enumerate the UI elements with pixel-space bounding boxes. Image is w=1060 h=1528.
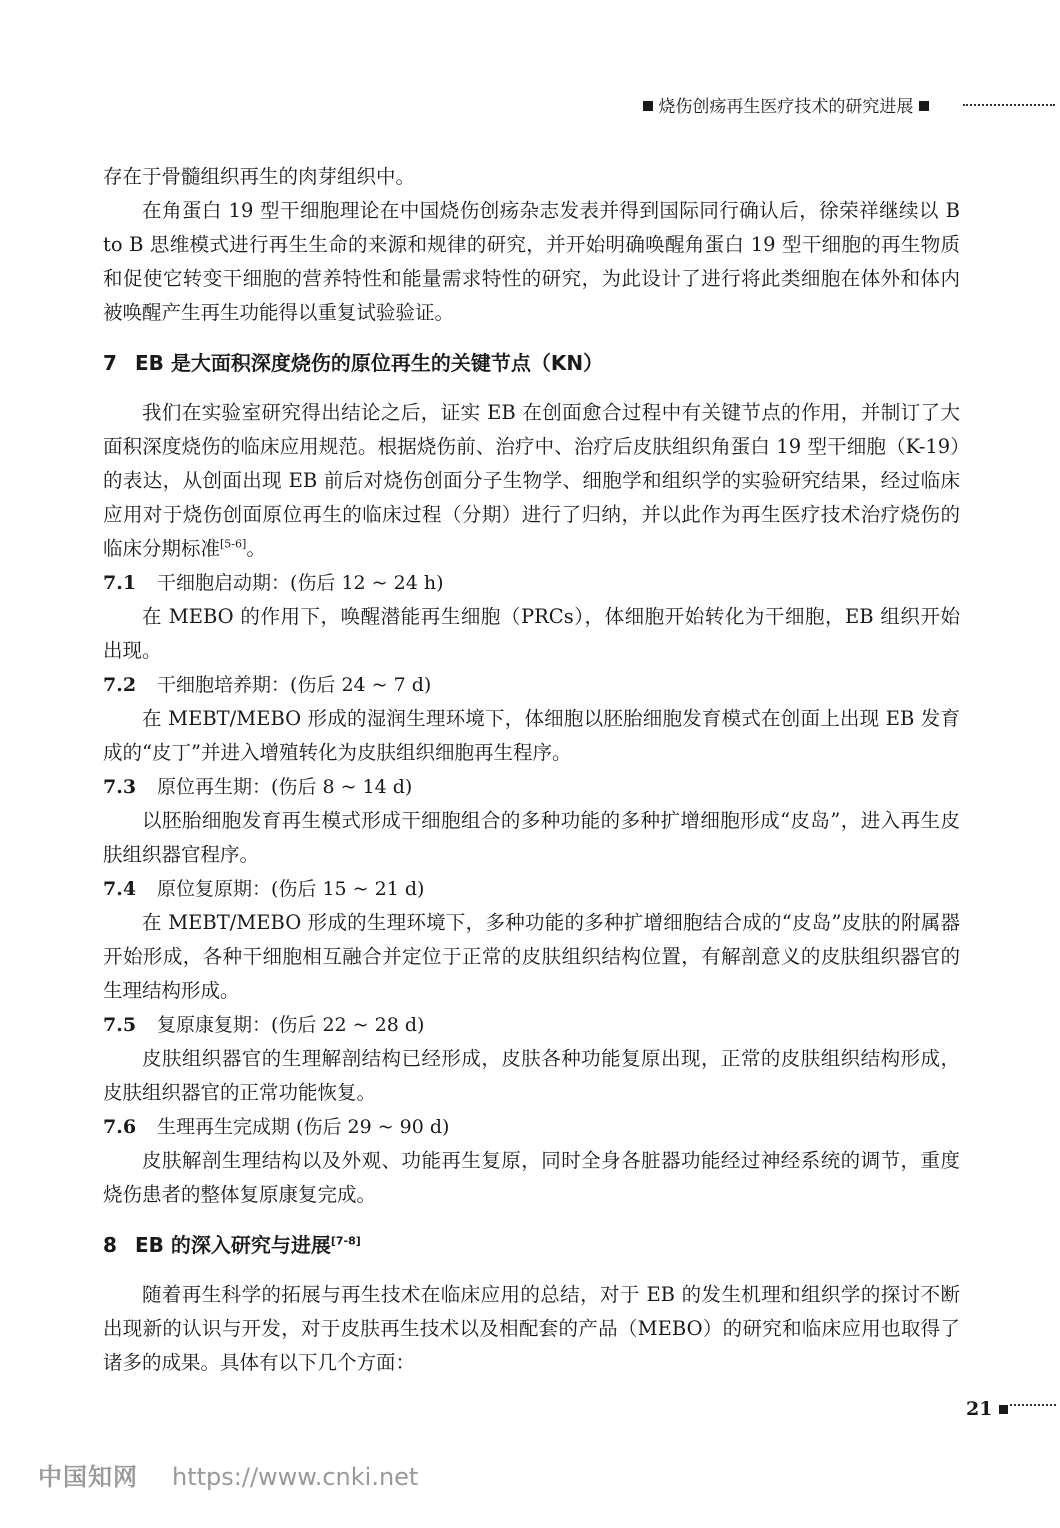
section-heading-7 — [103, 346, 960, 380]
paragraph: 皮肤组织器官的生理解剖结构已经形成，皮肤各种功能复原出现，正常的皮肤组织结构形成，皮肤组织器官的正常功能恢复。 — [103, 1047, 960, 1104]
subsection-title: 生理再生完成期 (伤后 29 ~ 90 d) — [157, 1116, 450, 1138]
citation-ref: [7-8] — [330, 1234, 361, 1248]
subsection-number: 7.5 — [103, 1014, 137, 1036]
subsection-heading-7-5 — [103, 1008, 960, 1042]
paragraph: 在 MEBT/MEBO 形成的湿润生理环境下，体细胞以胚胎细胞发育模式在创面上出现 EB 发育成的“皮丁”并进入增殖转化为皮肤组织细胞再生程序。 — [103, 707, 960, 764]
subsection-heading-7-4 — [103, 872, 960, 906]
page-number-text: 21 — [966, 1398, 993, 1420]
section-title: EB 是大面积深度烧伤的原位再生的关键节点（KN） — [135, 351, 604, 375]
subsection-title: 干细胞启动期：(伤后 12 ~ 24 h) — [157, 572, 444, 594]
section-title: EB 的深入研究与进展 — [135, 1233, 331, 1257]
dotted-rule — [963, 104, 1055, 106]
paragraph: 随着再生科学的拓展与再生技术在临床应用的总结，对于 EB 的发生机理和组织学的探讨不断出现新的认识与开发，对于皮肤再生技术以及相配套的产品（MEBO）的研究和临床应用也取得了诸多的成果。具体有以下几个方面： — [103, 1283, 960, 1374]
paragraph: 皮肤解剖生理结构以及外观、功能再生复原，同时全身各脏器功能经过神经系统的调节，重度烧伤患者的整体复原康复完成。 — [103, 1149, 960, 1206]
article-body — [103, 160, 960, 1380]
subsection-number: 7.1 — [103, 572, 137, 594]
paragraph: 以胚胎细胞发育再生模式形成干细胞组合的多种功能的多种扩增细胞形成“皮岛”，进入再生皮肤组织器官程序。 — [103, 809, 960, 866]
subsection-number: 7.6 — [103, 1116, 137, 1138]
section-number: 8 — [103, 1233, 117, 1257]
section-heading-8 — [103, 1228, 960, 1262]
paragraph: 在 MEBO 的作用下，唤醒潜能再生细胞（PRCs），体细胞开始转化为干细胞，EB 组织开始出现。 — [103, 605, 960, 662]
square-bullet-icon — [999, 1405, 1008, 1414]
paragraph — [103, 396, 960, 566]
subsection-title: 原位再生期：(伤后 8 ~ 14 d) — [157, 776, 413, 798]
paragraph-end: 。 — [246, 537, 266, 560]
subsection-title: 干细胞培养期：(伤后 24 ~ 7 d) — [157, 674, 432, 696]
subsection-heading-7-1 — [103, 566, 960, 600]
square-bullet-icon — [643, 101, 653, 111]
subsection-heading-7-3 — [103, 770, 960, 804]
subsection-title: 复原康复期：(伤后 22 ~ 28 d) — [157, 1014, 425, 1036]
square-bullet-icon — [919, 101, 929, 111]
watermark-brand: 中国知网 — [38, 1463, 138, 1491]
paragraph-text: 我们在实验室研究得出结论之后，证实 EB 在创面愈合过程中有关键节点的作用，并制订了大面积深度烧伤的临床应用规范。根据烧伤前、治疗中、治疗后皮肤组织角蛋白 19 型干细胞（K-19）的表达，从创面出现 EB 前后对烧伤创面分子生物学、细胞学和组织学的实验研究结果，经过临床应用对于烧伤创面原位再生的临床过程（分期）进行了归纳，并以此作为再生医疗技术治疗烧伤的临床分期标准 — [103, 401, 960, 560]
subsection-heading-7-6 — [103, 1110, 960, 1144]
subsection-number: 7.2 — [103, 674, 137, 696]
subsection-number: 7.4 — [103, 878, 137, 900]
section-number: 7 — [103, 351, 117, 375]
citation-ref: [5-6] — [220, 537, 247, 551]
subsection-heading-7-2 — [103, 668, 960, 702]
subsection-number: 7.3 — [103, 776, 137, 798]
watermark-url: https://www.cnki.net — [172, 1463, 419, 1491]
paragraph: 在 MEBT/MEBO 形成的生理环境下，多种功能的多种扩增细胞结合成的“皮岛”皮肤的附属器开始形成，各种干细胞相互融合并定位于正常的皮肤组织结构位置，有解剖意义的皮肤组织器官的生理结构形成。 — [103, 911, 960, 1002]
dotted-rule — [1010, 1404, 1056, 1406]
watermark — [38, 1457, 418, 1492]
paragraph: 存在于骨髓组织再生的肉芽组织中。 — [103, 165, 416, 188]
subsection-title: 原位复原期：(伤后 15 ~ 21 d) — [157, 878, 425, 900]
running-title: 烧伤创疡再生医疗技术的研究进展 — [658, 97, 914, 117]
paragraph: 在角蛋白 19 型干细胞理论在中国烧伤创疡杂志发表并得到国际同行确认后，徐荣祥继续以 B to B 思维模式进行再生生命的来源和规律的研究，并开始明确唤醒角蛋白 19 型干细胞的再生物质和促使它转变干细胞的营养特性和能量需求特性的研究，为此设计了进行将此类细胞在体外和体内被唤醒产生再生功能得以重复试验验证。 — [103, 199, 960, 324]
page-number — [966, 1398, 1008, 1420]
